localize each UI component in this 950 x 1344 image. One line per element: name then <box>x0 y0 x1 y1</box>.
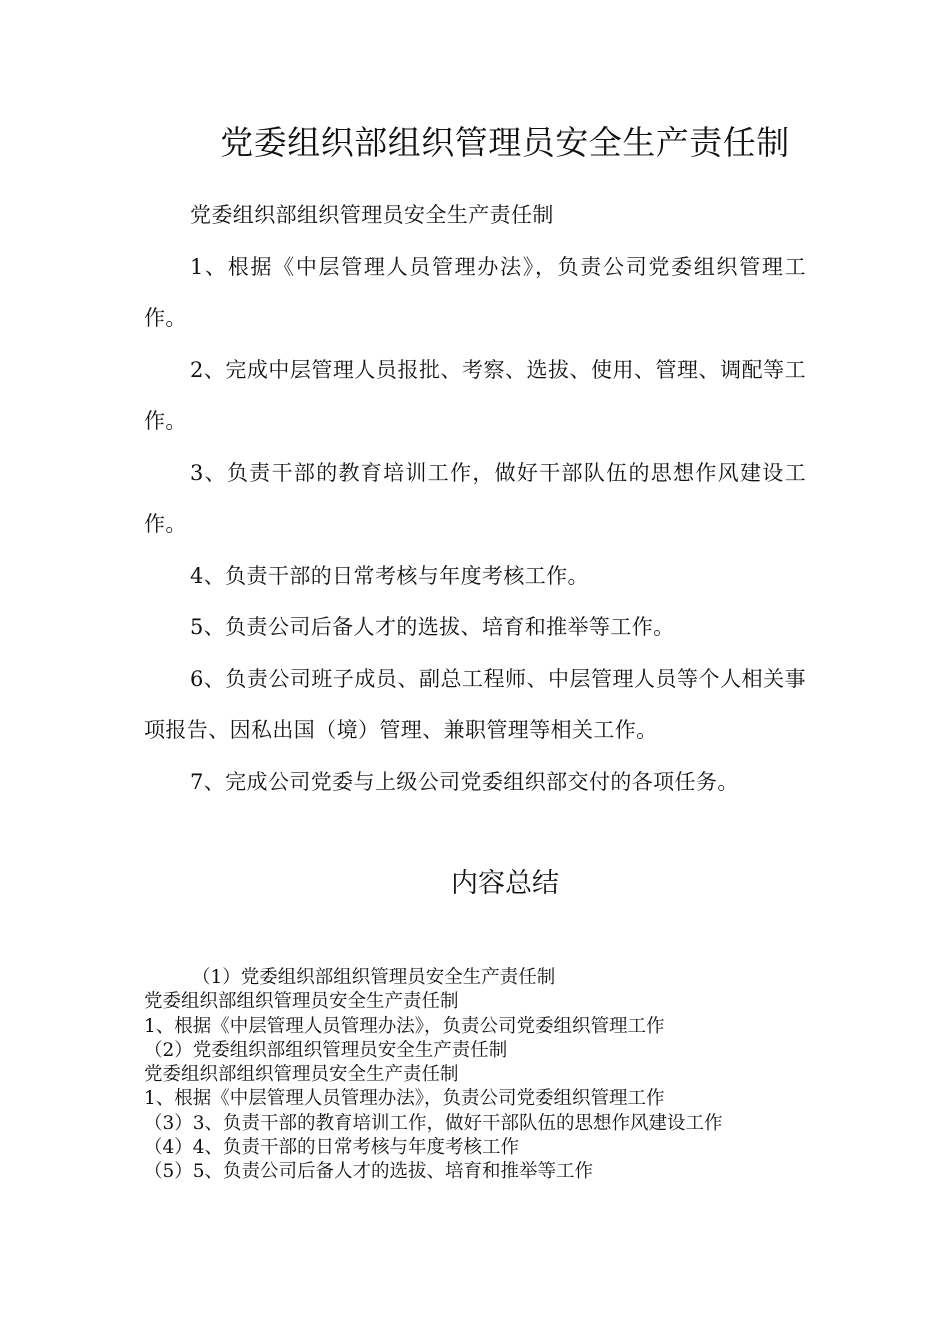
document-title: 党委组织部组织管理员安全生产责任制 <box>220 123 790 162</box>
paragraph-heading: 党委组织部组织管理员安全生产责任制 <box>190 203 554 227</box>
summary-heading: 内容总结 <box>451 868 559 899</box>
paragraph-item-4: 4、负责干部的日常考核与年度考核工作。 <box>190 563 589 588</box>
paragraph-item-5: 5、负责公司后备人才的选拔、培育和推举等工作。 <box>190 615 675 639</box>
paragraph-item-1: 1、根据《中层管理人员管理办法》，负责公司党委组织管理工作。 <box>144 254 806 330</box>
paragraph-item-3: 3、负责干部的教育培训工作，做好干部队伍的思想作风建设工作。 <box>144 460 806 536</box>
summary-list <box>144 966 824 1185</box>
paragraph-item-2: 2、完成中层管理人员报批、考察、选拔、使用、管理、调配等工作。 <box>144 357 806 433</box>
summary-line: 党委组织部组织管理员安全生产责任制 <box>144 1064 459 1086</box>
summary-line: （2）党委组织部组织管理员安全生产责任制 <box>144 1039 508 1061</box>
summary-line: （1）党委组织部组织管理员安全生产责任制 <box>192 967 556 988</box>
summary-line: 1、根据《中层管理人员管理办法》，负责公司党委组织管理工作 <box>144 1015 665 1037</box>
summary-line: （3）3、负责干部的教育培训工作，做好干部队伍的思想作风建设工作 <box>144 1112 723 1134</box>
summary-line: （5）5、负责公司后备人才的选拔、培育和推举等工作 <box>144 1161 594 1183</box>
paragraph-item-6: 6、负责公司班子成员、副总工程师、中层管理人员等个人相关事项报告、因私出国（境）管理、兼职管理等相关工作。 <box>144 666 806 742</box>
summary-line: 1、根据《中层管理人员管理办法》，负责公司党委组织管理工作 <box>144 1088 665 1110</box>
paragraph-item-7: 7、完成公司党委与上级公司党委组织部交付的各项任务。 <box>190 769 739 794</box>
summary-line: （4）4、负责干部的日常考核与年度考核工作 <box>144 1137 520 1159</box>
document-body <box>144 190 806 808</box>
summary-line: 党委组织部组织管理员安全生产责任制 <box>144 991 459 1013</box>
